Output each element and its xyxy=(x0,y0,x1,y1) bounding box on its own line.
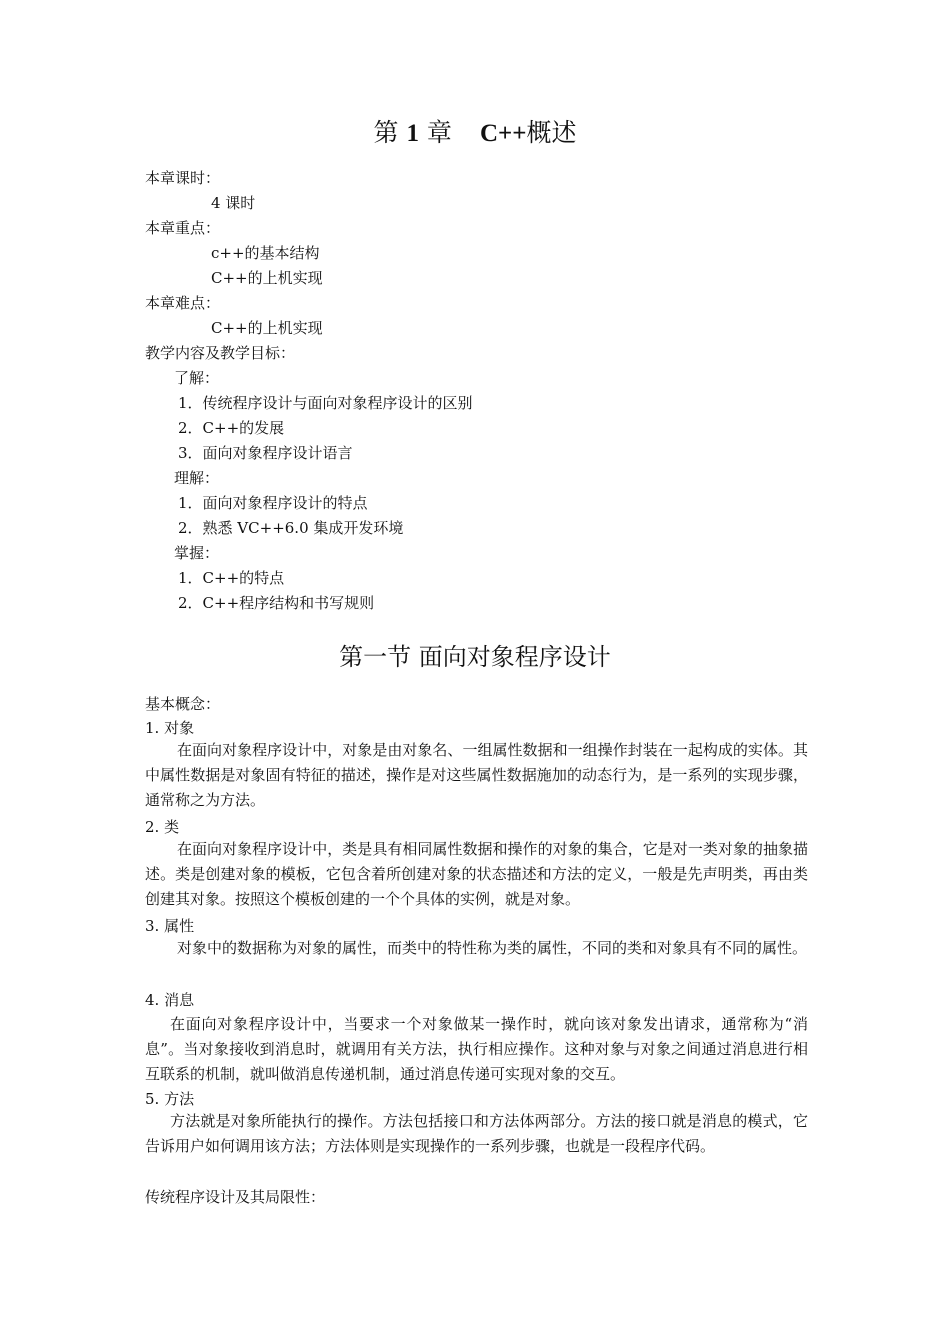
chapter-title-rest: 概述 xyxy=(526,118,577,147)
comprehend-item: 1．面向对象程序设计的特点 xyxy=(178,494,368,512)
master-item: 2．C++程序结构和书写规则 xyxy=(178,594,375,612)
concept-heading: 3. 属性 xyxy=(145,917,195,935)
difficulty-label: 本章难点： xyxy=(145,294,221,312)
hours-label: 本章课时： xyxy=(145,169,221,187)
hours-value: 4 课时 xyxy=(211,194,256,212)
understand-label: 了解： xyxy=(174,369,220,387)
chapter-prefix: 第 xyxy=(373,118,399,147)
concept-paragraph: 方法就是对象所能执行的操作。方法包括接口和方法体两部分。方法的接口就是消息的模式，它告诉用户如何调用该方法；方法体则是实现操作的一系列步骤，也就是一段程序代码。 xyxy=(145,1112,808,1155)
concept-paragraph: 在面向对象程序设计中，类是具有相同属性数据和操作的对象的集合，它是对一类对象的抽象描述。类是创建对象的模板，它包含着所创建对象的状态描述和方法的定义，一般是先声明类，再由类创建其对象。按照这个模板创建的一个个具体的实例，就是对象。 xyxy=(145,840,808,908)
chapter-number: 1 xyxy=(406,120,419,147)
goals-label: 教学内容及教学目标： xyxy=(145,344,296,362)
chapter-title xyxy=(0,116,950,151)
basic-concepts-label: 基本概念： xyxy=(145,695,221,713)
chapter-suffix: 章 xyxy=(426,118,452,147)
master-item: 1．C++的特点 xyxy=(178,569,285,587)
focus-label: 本章重点： xyxy=(145,219,221,237)
concept-heading: 1. 对象 xyxy=(145,719,195,737)
focus-item: c++的基本结构 xyxy=(211,244,320,262)
concept-heading: 2. 类 xyxy=(145,818,180,836)
understand-item: 1．传统程序设计与面向对象程序设计的区别 xyxy=(178,394,473,412)
understand-item: 2．C++的发展 xyxy=(178,419,285,437)
master-label: 掌握： xyxy=(174,544,220,562)
difficulty-item: C++的上机实现 xyxy=(211,319,323,337)
concept-paragraph: 对象中的数据称为对象的属性，而类中的特性称为类的属性，不同的类和对象具有不同的属性。 xyxy=(177,939,808,957)
comprehend-label: 理解： xyxy=(174,469,220,487)
concept-heading: 4. 消息 xyxy=(145,991,195,1009)
chapter-lang: C++ xyxy=(479,120,527,147)
concept-paragraph: 在面向对象程序设计中，当要求一个对象做某一操作时，就向该对象发出请求，通常称为“消息”。当对象接收到消息时，就调用有关方法，执行相应操作。这种对象与对象之间通过消息进行相互联系的机制，就叫做消息传递机制，通过消息传递可实现对象的交互。 xyxy=(145,1015,808,1083)
focus-item: C++的上机实现 xyxy=(211,269,323,287)
concept-heading: 5. 方法 xyxy=(145,1090,195,1108)
understand-item: 3．面向对象程序设计语言 xyxy=(178,444,353,462)
traditional-label: 传统程序设计及其局限性： xyxy=(145,1188,326,1206)
comprehend-item: 2．熟悉 VC++6.0 集成开发环境 xyxy=(178,519,404,537)
concept-paragraph: 在面向对象程序设计中，对象是由对象名、一组属性数据和一组操作封装在一起构成的实体。其中属性数据是对象固有特征的描述，操作是对这些属性数据施加的动态行为，是一系列的实现步骤，通常称之为方法。 xyxy=(145,741,808,809)
section-title: 第一节 面向对象程序设计 xyxy=(339,643,611,671)
